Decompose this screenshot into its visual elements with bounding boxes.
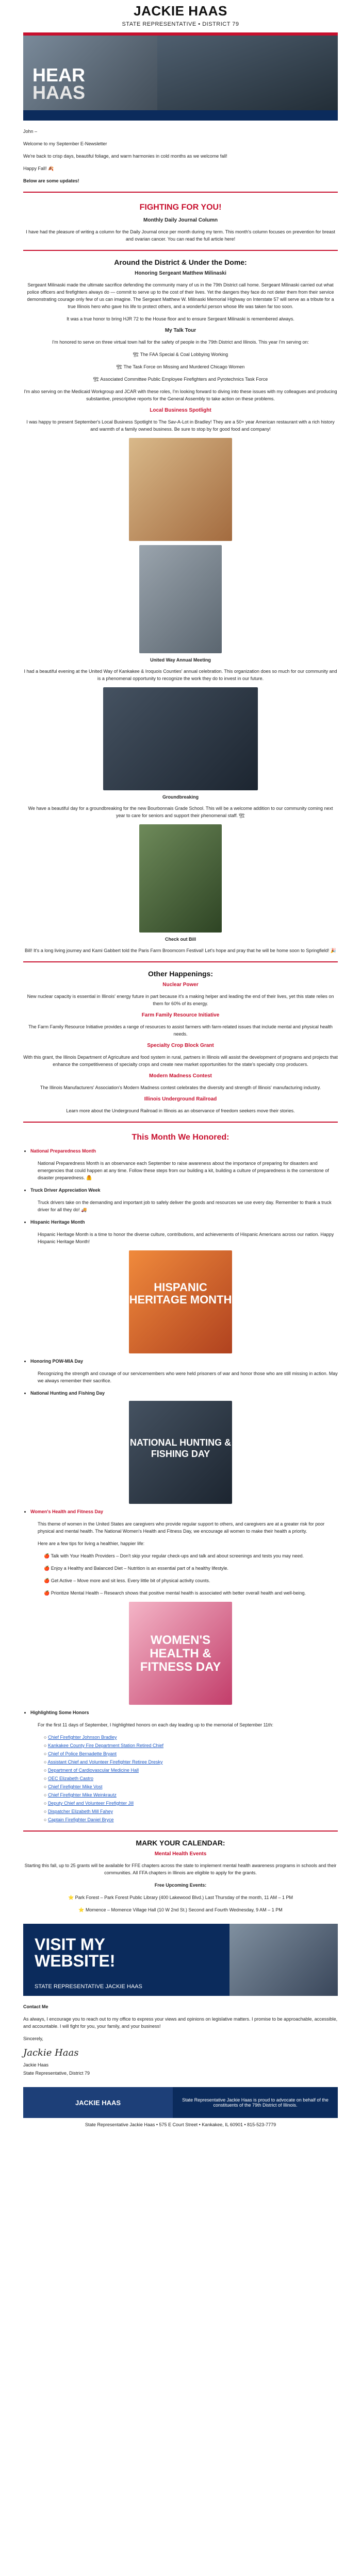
rep-subtitle: STATE REPRESENTATIVE • DISTRICT 79	[122, 21, 239, 27]
hunting-image: NATIONAL HUNTING & FISHING DAY	[129, 1401, 232, 1504]
signature: Jackie Haas	[23, 2047, 79, 2058]
grant-paragraph: With this grant, the Illinois Department of Agriculture and food system in rural, partners in Illinois will assist the development of programs and projects that enhance the competitiveness of specialty crops and create new market opportunities for the state's specialty crop producers.	[23, 1055, 338, 1067]
highlight-link[interactable]: ○ Chief Firefighter Johnson Bradley	[44, 1735, 117, 1740]
highlight-paragraph: For the first 11 days of September, I highlighted honors on each day leading up to the memorial of September 11th:	[38, 1722, 273, 1727]
hero-banner	[23, 36, 338, 121]
fighting-title: FIGHTING FOR YOU!	[139, 203, 222, 212]
nuclear-paragraph: New nuclear capacity is essential in Illinois' energy future in part because it's a making helper and leading the end of their lives, yet this state relies on them for 60% of its energy.	[27, 994, 334, 1006]
nuclear-title[interactable]: Nuclear Power	[162, 982, 199, 988]
list-item: • Women's Health and Fitness Day	[30, 1508, 338, 1515]
rep-name: JACKIE HAAS	[134, 3, 227, 19]
visit-rep-name: STATE REPRESENTATIVE JACKIE HAAS	[35, 1984, 142, 1990]
contact-paragraph: As always, I encourage you to reach out to my office to express your views and opinions on legislative matters. I promise to be approachable, accessible, and accountable. I will fight for you, your family, and your business!	[23, 2016, 338, 2029]
hero-title: HEAR HAAS	[32, 64, 86, 103]
honor-title: Honoring Sergeant Matthew Milinaski	[135, 270, 226, 276]
women-tips-intro: Here are a few tips for living a healthier, happier life:	[38, 1541, 145, 1546]
divider	[23, 1122, 338, 1123]
list-item: • Hispanic Heritage Month	[30, 1218, 338, 1226]
sincerely: Sincerely,	[23, 2036, 43, 2041]
divider	[23, 1831, 338, 1832]
highlight-link[interactable]: ○ Chief Firefighter Mike Weinkrautz	[44, 1792, 117, 1798]
list-item: • National Hunting and Fishing Day	[30, 1389, 338, 1397]
divider	[23, 192, 338, 193]
list-item: • Highlighting Some Honors	[30, 1709, 338, 1716]
month-list	[30, 1187, 338, 1194]
other-title: Other Happenings:	[147, 970, 213, 978]
signer-role: State Representative, District 79	[23, 2071, 90, 2076]
women-paragraph: This theme of women in the United States are caregivers who provide regular support to others, and caregivers are at a greater risk for poor physical and mental health. The National Women's Health and Fitness Day, we encourage all women to make their health a priority.	[38, 1521, 325, 1534]
local-business-title: Local Business Spotlight	[150, 408, 211, 413]
contact-title: Contact Me	[23, 2004, 48, 2009]
tip-4: 🍎 Prioritize Mental Health – Research shows that positive mental health is associated with better overall health and well-being.	[44, 1590, 306, 1596]
highlight-link[interactable]: ○ Kankakee County Fire Department Station Retired Chief	[44, 1743, 164, 1748]
united-way-paragraph: I had a beautiful evening at the United Way of Kankakee & Iroquois Counties' annual celebration. This organization does so much for our community and is a phenomenal opportunity to recognize the work they do to invest in our future.	[24, 669, 337, 681]
event-item-2: ⭐ Momence – Momence Village Hall (10 W 2nd St.) Second and Fourth Wednesday, 9 AM – 1 PM	[78, 1907, 283, 1912]
footer-name: JACKIE HAAS	[23, 2087, 173, 2118]
visit-website-title: VISIT MY WEBSITE!	[35, 1935, 116, 1970]
honor-paragraph: Sergeant Milinaski made the ultimate sacrifice defending the community many of us in the 79th District call home. Sergeant Milinaski carried out what police officers and firefighters always do — commit to serve up to the cost of their lives. Yet the dangers they face do not deter them from their service demonstrating courage only few of us can imagine. The Sergeant Matthew W. Milinaski Memorial Highway on Interstate 57 will serve as a tribute for a true Illinois hero who gave his life to protect others, and a wonderful person whose life was taken far too soon.	[27, 282, 334, 309]
visit-website-banner[interactable]	[23, 1924, 338, 1996]
talk-tour-paragraph-2: I'm also serving on the Medicaid Workgroup and JCAR with these roles, I'm looking forward to diving into these issues with my colleagues and producing substantive, prescriptive reports for the General Assembly to take action on these problems.	[24, 389, 337, 401]
hispanic-heritage-image: HISPANIC HERITAGE MONTH	[129, 1250, 232, 1353]
district-title: Around the District & Under the Dome:	[114, 258, 247, 266]
truck-paragraph: Truck drivers take on the demanding and important job to safely deliver the goods and resources we use every day. Remember to thank a truck driver for all they do! 🚚	[38, 1200, 332, 1212]
farm-paragraph: The Farm Family Resource Initiative provides a range of resources to assist farmers with farm-related issues that include mental and physical health needs.	[28, 1024, 333, 1037]
month-list	[30, 1147, 338, 1155]
newsletter	[23, 0, 338, 2127]
tip-1: 🍎 Talk with Your Health Providers – Don't skip your regular check-ups and talk and about screenings and tests you may need.	[44, 1553, 304, 1558]
list-item: • Honoring POW-MIA Day	[30, 1358, 338, 1365]
farm-title[interactable]: Farm Family Resource Initiative	[141, 1012, 220, 1018]
pow-paragraph: Recognizing the strength and courage of our servicemembers who were held prisoners of war and honor those who are still missing in action. May we always remember their sacrifice.	[38, 1371, 338, 1383]
mental-health-title[interactable]: Mental Health Events	[154, 1851, 207, 1857]
month-list	[30, 1508, 338, 1515]
intro-paragraph: We're back to crisp days, beautiful foliage, and warm harmonies in cold months as we welcome fall!	[23, 154, 227, 159]
hero-strip	[23, 110, 338, 121]
highlight-link[interactable]: ○ Deputy Chief and Volunteer Firefighter Jill	[44, 1801, 134, 1806]
talk-tour-paragraph: I'm honored to serve on three virtual town hall for the safety of people in the 79th District and Illinois. This year I'm serving on:	[52, 340, 309, 345]
greeting: John –	[23, 129, 38, 134]
signer-name: Jackie Haas	[23, 2062, 49, 2067]
local-business-paragraph: I was happy to present September's Local Business Spotlight to The Sav-A-Lot in Bradley! They are a 50+ year American restaurant with a rich history and warmth of a family owned business. Be sure to stop by for good food and company!	[26, 419, 335, 432]
month-title: This Month We Honored:	[132, 1133, 229, 1142]
check-out-caption: Check out Bill	[165, 937, 196, 942]
hispanic-paragraph: Hispanic Heritage Month is a time to honor the diverse culture, contributions, and achievements of Hispanic Americans across our nation. Happy Hispanic Heritage Month!	[38, 1232, 334, 1244]
event-item-1: ⭐ Park Forest – Park Forest Public Library (400 Lakewood Blvd.) Last Thursday of the month, 11 AM – 1 PM	[68, 1895, 293, 1900]
talk-tour-title: My Talk Tour	[165, 328, 196, 333]
intro-sign: Happy Fall! 🍂	[23, 166, 54, 171]
groundbreaking-photo	[103, 687, 258, 790]
united-way-caption: United Way Annual Meeting	[150, 657, 211, 663]
highlight-link[interactable]: ○ Captain Firefighter Daniel Bryce	[44, 1817, 114, 1822]
tip-2: 🍎 Enjoy a Healthy and Balanced Diet – Nutrition is an essential part of a healthy lifestyle.	[44, 1566, 228, 1571]
talk-item-2: 🏗 The Task Force on Missing and Murdered Chicago Women	[116, 364, 245, 369]
talk-item-1: 🏗 The FAA Special & Coal Lobbying Working	[133, 352, 228, 357]
highlight-link[interactable]: ○ Assistant Chief and Volunteer Firefighter Retiree Dresky	[44, 1759, 163, 1765]
divider	[23, 250, 338, 251]
month-list	[30, 1358, 338, 1365]
rep-photo	[229, 1924, 338, 1996]
list-item: • National Preparedness Month	[30, 1147, 338, 1155]
fighting-subhead: Monthly Daily Journal Column	[143, 217, 218, 223]
calendar-title: MARK YOUR CALENDAR:	[136, 1839, 225, 1847]
local-business-photo	[129, 438, 232, 541]
honor-paragraph-2: It was a true honor to bring HJR 72 to the House floor and to ensure Sergeant Milinaski is remembered always.	[67, 316, 294, 321]
groundbreaking-caption: Groundbreaking	[162, 794, 199, 800]
list-item: • Truck Driver Appreciation Week	[30, 1187, 338, 1194]
footer-text: State Representative Jackie Haas is proud to advocate on behalf of the constituents of the 79th District of Illinois.	[182, 2097, 329, 2108]
check-out-paragraph: Bill! It's a long living journey and Kami Gabbert told the Paris Farm Broomcorn Festival! Let's hope and pray that he will be home soon to Springfield! 🎉	[25, 948, 336, 953]
highlight-link[interactable]: ○ Dispatcher Elizabeth Mill Fahey	[44, 1809, 113, 1814]
month-list	[30, 1218, 338, 1226]
highlight-link[interactable]: ○ Chief Firefighter Mike Vost	[44, 1784, 103, 1789]
mental-health-paragraph: Starting this fall, up to 25 grants will be available for FFE chapters across the state to implement mental health awareness programs in schools and their communities. All FFA chapters in Illinois are eligible to apply for the grants.	[24, 1863, 337, 1875]
masthead	[23, 0, 338, 27]
highlight-link[interactable]: ○ Department of Cardiovascular Medicine Hall	[44, 1768, 139, 1773]
intro-below: Below are some updates!	[23, 178, 79, 183]
divider	[23, 961, 338, 962]
footer-address: State Representative Jackie Haas • 575 E Court Street • Kankakee, IL 60901 • 815-523-7779	[85, 2122, 276, 2127]
events-intro: Free Upcoming Events:	[154, 1883, 207, 1888]
railroad-paragraph: Learn more about the Underground Railroad in Illinois as an observance of freedom seekers move their stories.	[66, 1108, 295, 1113]
women-health-image: WOMEN'S HEALTH & FITNESS DAY	[129, 1602, 232, 1705]
check-out-photo	[139, 824, 222, 933]
railroad-title[interactable]: Illinois Underground Railroad	[144, 1096, 217, 1102]
highlight-link[interactable]: ○ OEC Elizabeth Castro	[44, 1776, 93, 1781]
contest-title[interactable]: Modern Madness Contest	[149, 1073, 212, 1079]
united-way-photo	[139, 545, 222, 653]
month-list	[30, 1709, 338, 1716]
month-list	[30, 1389, 338, 1397]
fighting-paragraph: I have had the pleasure of writing a column for the Daily Journal once per month during my term. This month's column focuses on prevention for breast and ovarian cancer. You can read the full article here!	[26, 229, 335, 242]
contest-paragraph: The Illinois Manufacturers' Association's Modern Madness contest celebrates the diversity and strength of Illinois' manufacturing industry.	[40, 1085, 321, 1090]
highlight-link[interactable]: ○ Chief of Police Bernadette Bryant	[44, 1751, 117, 1756]
hero-photo-right	[157, 36, 338, 121]
talk-item-3: 🏗 Associated Committee Public Employee Firefighters and Pyrotechnics Task Force	[93, 377, 268, 382]
prep-paragraph: National Preparedness Month is an observance each September to raise awareness about the importance of preparing for disasters and emergencies that could happen at any time. Follow these steps from our building a kit, building a culture of preparedness is the cornerstone of disaster preparedness. 🦺	[38, 1161, 329, 1180]
footer-banner	[23, 2087, 338, 2118]
welcome-line: Welcome to my September E-Newsletter	[23, 141, 107, 146]
grant-title[interactable]: Specialty Crop Block Grant	[147, 1043, 214, 1048]
tip-3: 🍎 Get Active – Move more and sit less. Every little bit of physical activity counts.	[44, 1578, 210, 1583]
groundbreaking-paragraph: We have a beautiful day for a groundbreaking for the new Bourbonnais Grade School. This will be a welcome addition to our community coming next year to care for seniors and support their phenomenal staff. 🏗	[28, 806, 333, 818]
